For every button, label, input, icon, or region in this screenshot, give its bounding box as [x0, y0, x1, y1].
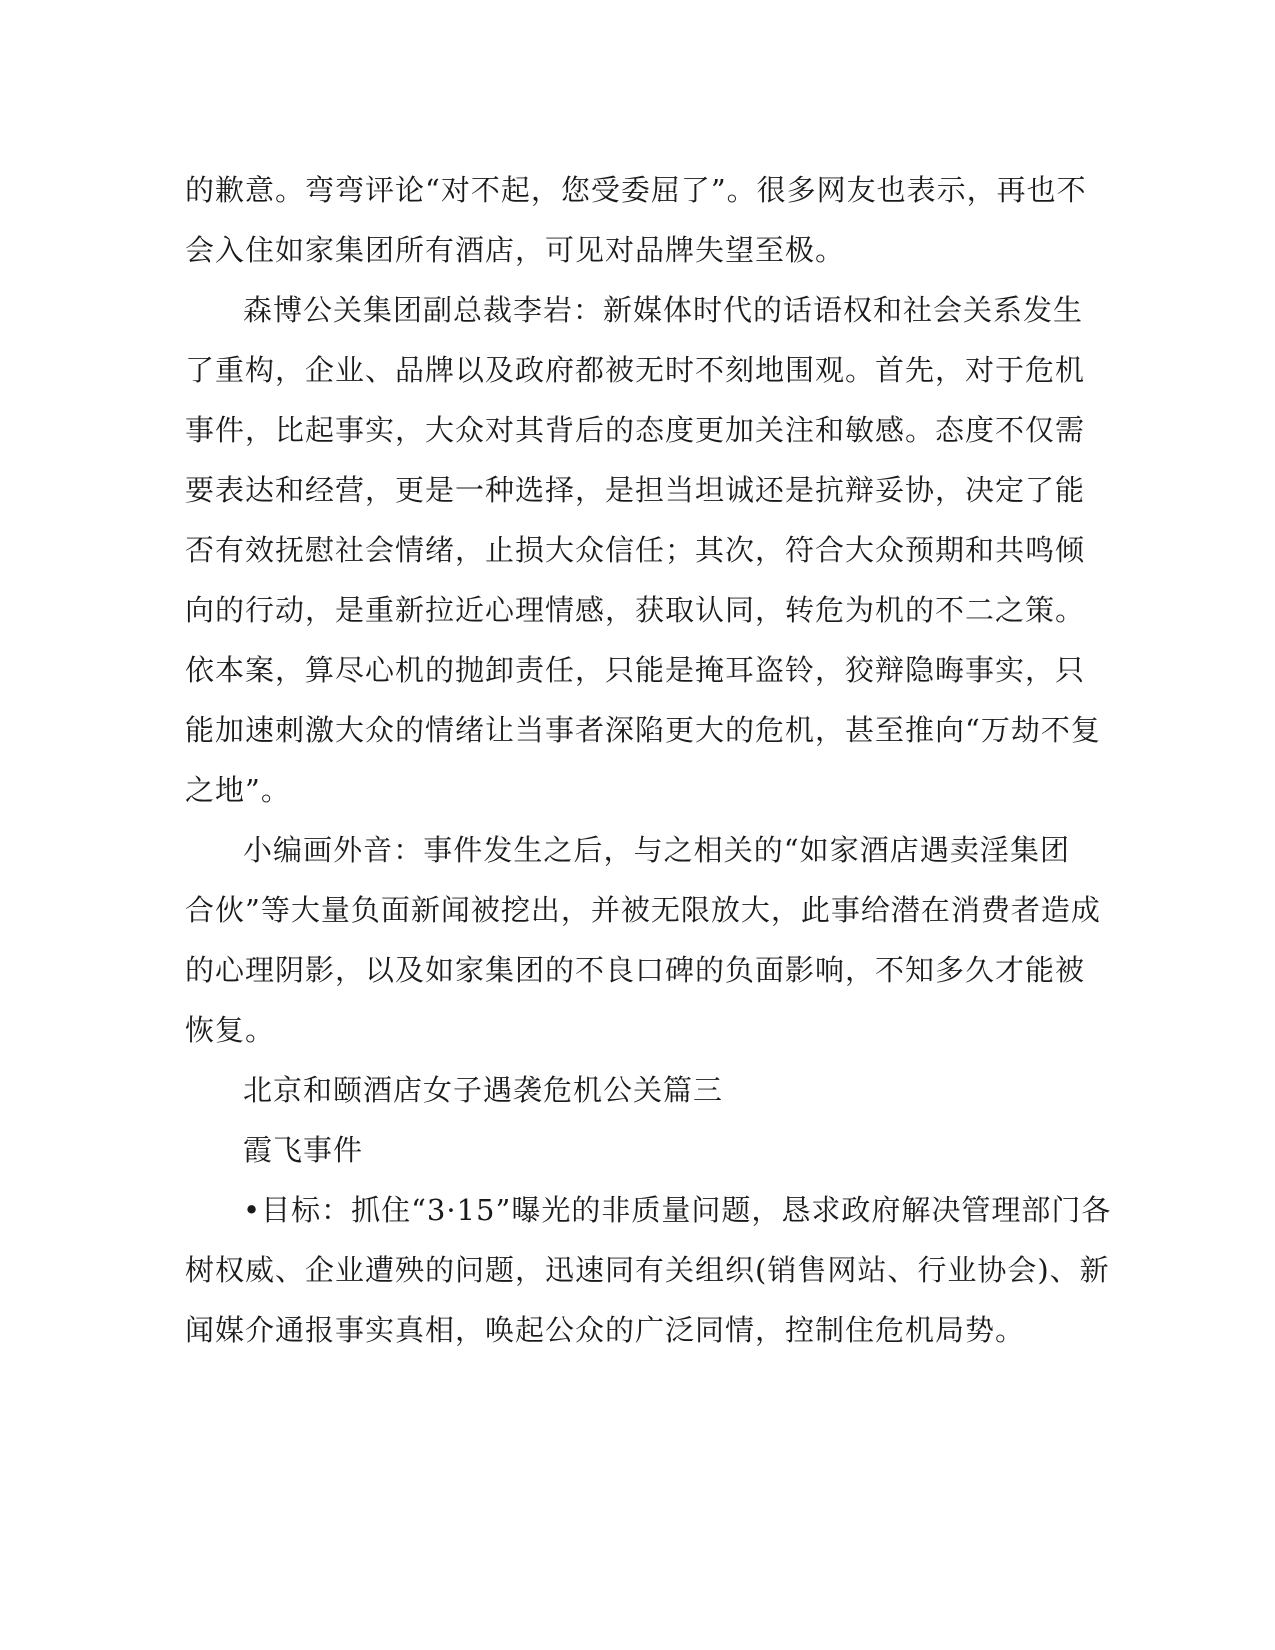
text-line: 向的行动，是重新拉近心理情感，获取认同，转危为机的不二之策。 — [185, 593, 1086, 627]
paragraph-editor-note — [185, 820, 1101, 1060]
document-body — [185, 160, 1112, 1360]
text-line: •目标：抓住“3·15”曝光的非质量问题，恳求政府解决管理部门各 — [243, 1193, 1112, 1227]
heading-text: 北京和颐酒店女子遇袭危机公关篇三 — [243, 1073, 724, 1107]
text-line: 能加速刺激大众的情绪让当事者深陷更大的危机，甚至推向“万劫不复 — [185, 713, 1101, 747]
paragraph-expert-comment — [185, 280, 1101, 820]
text-line: 闻媒介通报事实真相，唤起公众的广泛同情，控制住危机局势。 — [185, 1313, 1026, 1347]
subsection-heading — [185, 1120, 1070, 1180]
text-line: 依本案，算尽心机的抛卸责任，只能是掩耳盗铃，狡辩隐晦事实，只 — [185, 653, 1086, 687]
text-line: 的心理阴影，以及如家集团的不良口碑的负面影响，不知多久才能被 — [185, 953, 1086, 987]
text-line: 小编画外音：事件发生之后，与之相关的“如家酒店遇卖淫集团 — [243, 833, 1070, 867]
text-line: 合伙”等大量负面新闻被挖出，并被无限放大，此事给潜在消费者造成 — [185, 893, 1101, 927]
paragraph-apology — [185, 160, 1087, 280]
text-line: 的歉意。弯弯评论“对不起，您受委屈了”。很多网友也表示，再也不 — [185, 173, 1087, 207]
text-line: 树权威、企业遭殃的问题，迅速同有关组织(销售网站、行业协会)、新 — [185, 1253, 1110, 1287]
text-line: 森博公关集团副总裁李岩：新媒体时代的话语权和社会关系发生 — [243, 293, 1084, 327]
heading-text: 霞飞事件 — [243, 1133, 364, 1167]
text-line: 会入住如家集团所有酒店，可见对品牌失望至极。 — [185, 233, 846, 267]
text-line: 否有效抚慰社会情绪，止损大众信任；其次，符合大众预期和共鸣倾 — [185, 533, 1086, 567]
paragraph-objective — [185, 1180, 1112, 1360]
text-line: 要表达和经营，更是一种选择，是担当坦诚还是抗辩妥协，决定了能 — [185, 473, 1086, 507]
text-line: 之地”。 — [185, 773, 291, 807]
text-line: 恢复。 — [185, 1013, 276, 1047]
text-line: 了重构，企业、品牌以及政府都被无时不刻地围观。首先，对于危机 — [185, 353, 1086, 387]
text-line: 事件，比起事实，大众对其背后的态度更加关注和敏感。态度不仅需 — [185, 413, 1086, 447]
section-heading — [185, 1060, 1070, 1120]
